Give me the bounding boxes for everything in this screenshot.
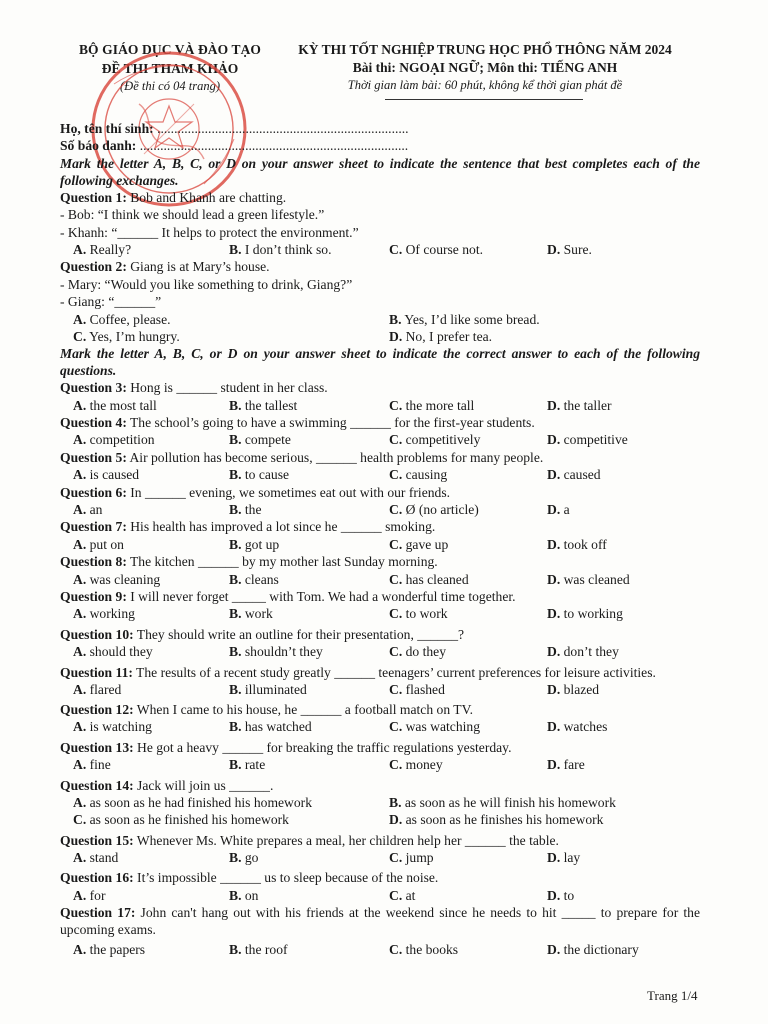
option-a[interactable]: A. stand [73, 850, 119, 866]
question-label: Question 15: [60, 832, 134, 848]
option-b[interactable]: B. cleans [229, 571, 279, 587]
question-4-options [60, 431, 700, 448]
question-17 [60, 904, 700, 938]
question-15 [60, 832, 700, 849]
question-2-line-3: - Giang: “______” [60, 294, 162, 310]
question-9-options [60, 605, 700, 622]
candidate-id-line [60, 137, 700, 154]
question-text: He got a heavy ______ for breaking the traffic regulations yesterday. [133, 739, 512, 755]
question-label: Question 6: [60, 484, 127, 500]
ministry-name: BỘ GIÁO DỤC VÀ ĐÀO TẠO [78, 42, 262, 57]
option-d[interactable]: D. No, I prefer tea. [389, 328, 493, 344]
option-b[interactable]: B. as soon as he will finish his homework [389, 794, 616, 810]
option-b[interactable]: B. got up [229, 536, 280, 552]
question-label: Question 9: [60, 588, 127, 604]
option-a[interactable]: A. competition [73, 432, 155, 448]
exam-title: KỲ THI TỐT NGHIỆP TRUNG HỌC PHỔ THÔNG NĂM 2024 [298, 42, 672, 57]
option-a[interactable]: A. the papers [73, 942, 146, 958]
option-b[interactable]: B. rate [229, 757, 266, 773]
option-d[interactable]: D. competitive [547, 432, 628, 448]
question-17-options [60, 941, 700, 958]
question-4 [60, 414, 700, 431]
question-text: John can't hang out with his friends at the weekend since he needs to hit _____ to prepare for the upcoming exams. [60, 905, 700, 938]
question-label: Question 2: [60, 259, 127, 275]
question-3 [60, 379, 700, 396]
question-11-options [60, 681, 700, 698]
candidate-name-dots: .......................................................................... [157, 121, 409, 136]
option-c[interactable]: C. flashed [389, 681, 445, 697]
question-text: Jack will join us ______. [133, 777, 274, 793]
option-c[interactable]: C. Ø (no article) [389, 502, 479, 518]
page-number: Trang 1/4 [647, 988, 698, 1003]
option-c[interactable]: C. Of course not. [389, 241, 484, 257]
question-12-options [60, 718, 700, 735]
option-c[interactable]: C. money [389, 757, 443, 773]
option-a[interactable]: A. flared [73, 681, 122, 697]
question-14 [60, 777, 700, 794]
option-b[interactable]: B. Yes, I’d like some bread. [389, 311, 540, 327]
option-c[interactable]: C. the books [389, 942, 459, 958]
question-12 [60, 701, 700, 718]
option-d[interactable]: D. blazed [547, 681, 600, 697]
question-label: Question 11: [60, 664, 133, 680]
exam-content [60, 120, 700, 959]
option-c[interactable]: C. do they [389, 644, 447, 660]
question-1-line-2: - Bob: “I think we should lead a green lifestyle.” [60, 207, 325, 223]
instruction-part-1: Mark the letter A, B, C, or D on your answer sheet to indicate the sentence that best completes each of the following exchanges. [60, 155, 700, 188]
option-b[interactable]: B. I don’t think so. [229, 241, 332, 257]
question-text: In ______ evening, we sometimes eat out with our friends. [126, 484, 451, 500]
option-b[interactable]: B. go [229, 850, 259, 866]
question-text: Air pollution has become serious, ______ health problems for many people. [126, 449, 544, 465]
question-14-options-ab [60, 794, 700, 811]
question-text: It’s impossible ______ us to sleep because of the noise. [133, 870, 439, 886]
option-b[interactable]: B. to cause [229, 467, 290, 483]
option-a[interactable]: A. fine [73, 757, 111, 773]
option-c[interactable]: C. as soon as he finished his homework [73, 812, 289, 828]
question-text: Giang is at Mary’s house. [126, 259, 270, 275]
header-left [60, 42, 280, 94]
question-text: Bob and Khanh are chatting. [126, 189, 287, 205]
option-c[interactable]: C. has cleaned [389, 571, 469, 587]
question-1-options [60, 241, 700, 258]
option-b[interactable]: B. the [229, 502, 262, 518]
header-right [290, 42, 680, 93]
question-9 [60, 588, 700, 605]
question-text: I will never forget _____ with Tom. We had a wonderful time together. [126, 588, 516, 604]
question-2-options-ab [60, 311, 700, 328]
option-a[interactable]: A. as soon as he had finished his homework [73, 794, 312, 810]
option-a[interactable]: A. is watching [73, 719, 152, 735]
option-d[interactable]: D. fare [547, 757, 585, 773]
option-b[interactable]: B. has watched [229, 719, 312, 735]
question-7-options [60, 536, 700, 553]
question-text: When I came to his house, he ______ a football match on TV. [133, 701, 474, 717]
instruction-part-2: Mark the letter A, B, C, or D on your answer sheet to indicate the correct answer to each of the following questions. [60, 346, 700, 379]
option-a[interactable]: A. was cleaning [73, 571, 161, 587]
exam-type: ĐỀ THI THAM KHẢO [101, 61, 239, 76]
question-6-options [60, 501, 700, 518]
option-c[interactable]: C. the more tall [389, 397, 475, 413]
question-label: Question 12: [60, 701, 134, 717]
option-a[interactable]: A. the most tall [73, 397, 157, 413]
option-d[interactable]: D. Sure. [547, 241, 592, 257]
option-d[interactable]: D. a [547, 502, 570, 518]
question-text: The kitchen ______ by my mother last Sunday morning. [126, 554, 438, 570]
question-label: Question 3: [60, 380, 127, 396]
question-10 [60, 626, 700, 643]
option-a[interactable]: A. put on [73, 536, 124, 552]
question-8-options [60, 571, 700, 588]
question-text: The results of a recent study greatly ______ teenagers’ current preferences for leisure activities. [132, 664, 656, 680]
option-b[interactable]: B. work [229, 606, 273, 622]
option-c[interactable]: C. competitively [389, 432, 481, 448]
question-5-options [60, 466, 700, 483]
question-11 [60, 664, 700, 681]
question-5 [60, 449, 700, 466]
option-b[interactable]: B. compete [229, 432, 291, 448]
option-a[interactable]: A. working [73, 606, 135, 622]
option-c[interactable]: C. gave up [389, 536, 449, 552]
option-d[interactable]: D. the dictionary [547, 942, 639, 958]
option-a[interactable]: A. for [73, 887, 106, 903]
option-d[interactable]: D. as soon as he finishes his homework [389, 812, 604, 828]
option-d[interactable]: D. watches [547, 719, 608, 735]
question-text: The school’s going to have a swimming ______ for the first-year students. [126, 415, 535, 431]
question-text: They should write an outline for their presentation, ______? [133, 626, 465, 642]
option-d[interactable]: D. to working [547, 606, 623, 622]
question-8 [60, 553, 700, 570]
question-text: Whenever Ms. White prepares a meal, her children help her ______ the table. [133, 832, 559, 848]
question-6 [60, 484, 700, 501]
question-3-options [60, 397, 700, 414]
option-c[interactable]: C. was watching [389, 719, 480, 735]
option-b[interactable]: B. the tallest [229, 397, 298, 413]
question-label: Question 5: [60, 449, 127, 465]
question-label: Question 17: [60, 905, 136, 921]
question-text: Hong is ______ student in her class. [126, 380, 328, 396]
option-a[interactable]: A. should they [73, 644, 153, 660]
candidate-name-label: Họ, tên thí sinh: [60, 121, 154, 136]
option-a[interactable]: A. an [73, 502, 103, 518]
option-c[interactable]: C. jump [389, 850, 434, 866]
question-2-line-2: - Mary: “Would you like something to drink, Giang?” [60, 276, 353, 292]
option-d[interactable]: D. lay [547, 850, 581, 866]
question-label: Question 4: [60, 415, 127, 431]
question-7 [60, 518, 700, 535]
option-a[interactable]: A. Coffee, please. [73, 311, 171, 327]
header-rule [385, 99, 583, 100]
candidate-id-label: Số báo danh: [60, 138, 137, 154]
question-2-options-cd [60, 328, 700, 345]
question-14-options-cd [60, 811, 700, 828]
option-d[interactable]: D. took off [547, 536, 607, 552]
subject-line: Bài thi: NGOẠI NGỮ; Môn thi: TIẾNG ANH [352, 60, 618, 75]
time-line: Thời gian làm bài: 60 phút, không kể thời gian phát đề [347, 78, 623, 92]
question-label: Question 1: [60, 189, 127, 205]
question-1 [60, 189, 700, 206]
option-a[interactable]: A. is caused [73, 467, 140, 483]
option-c[interactable]: C. Yes, I’m hungry. [73, 328, 180, 344]
question-16 [60, 869, 700, 886]
option-d[interactable]: D. was cleaned [547, 571, 630, 587]
candidate-name-line [60, 120, 700, 137]
option-b[interactable]: B. the roof [229, 942, 288, 958]
question-13-options [60, 756, 700, 773]
question-label: Question 7: [60, 519, 127, 535]
option-c[interactable]: C. causing [389, 467, 448, 483]
option-c[interactable]: C. at [389, 887, 416, 903]
question-16-options [60, 887, 700, 904]
option-b[interactable]: B. shouldn’t they [229, 644, 323, 660]
question-1-line-3: - Khanh: “______ It helps to protect the environment.” [60, 224, 359, 240]
question-label: Question 16: [60, 870, 134, 886]
question-15-options [60, 849, 700, 866]
option-d[interactable]: D. to [547, 887, 575, 903]
question-label: Question 14: [60, 777, 134, 793]
pages-note: (Đề thi có 04 trang) [120, 79, 220, 93]
question-2 [60, 258, 700, 275]
option-d[interactable]: D. caused [547, 467, 601, 483]
option-c[interactable]: C. to work [389, 606, 448, 622]
question-label: Question 8: [60, 554, 127, 570]
option-a[interactable]: A. Really? [73, 241, 132, 257]
question-label: Question 10: [60, 626, 134, 642]
question-13 [60, 739, 700, 756]
option-b[interactable]: B. on [229, 887, 259, 903]
question-label: Question 13: [60, 739, 134, 755]
option-d[interactable]: D. the taller [547, 397, 612, 413]
candidate-id-dots: ............................................................................... [139, 138, 409, 154]
option-b[interactable]: B. illuminated [229, 681, 307, 697]
question-10-options [60, 643, 700, 660]
question-text: His health has improved a lot since he ______ smoking. [126, 519, 436, 535]
option-d[interactable]: D. don’t they [547, 644, 619, 660]
